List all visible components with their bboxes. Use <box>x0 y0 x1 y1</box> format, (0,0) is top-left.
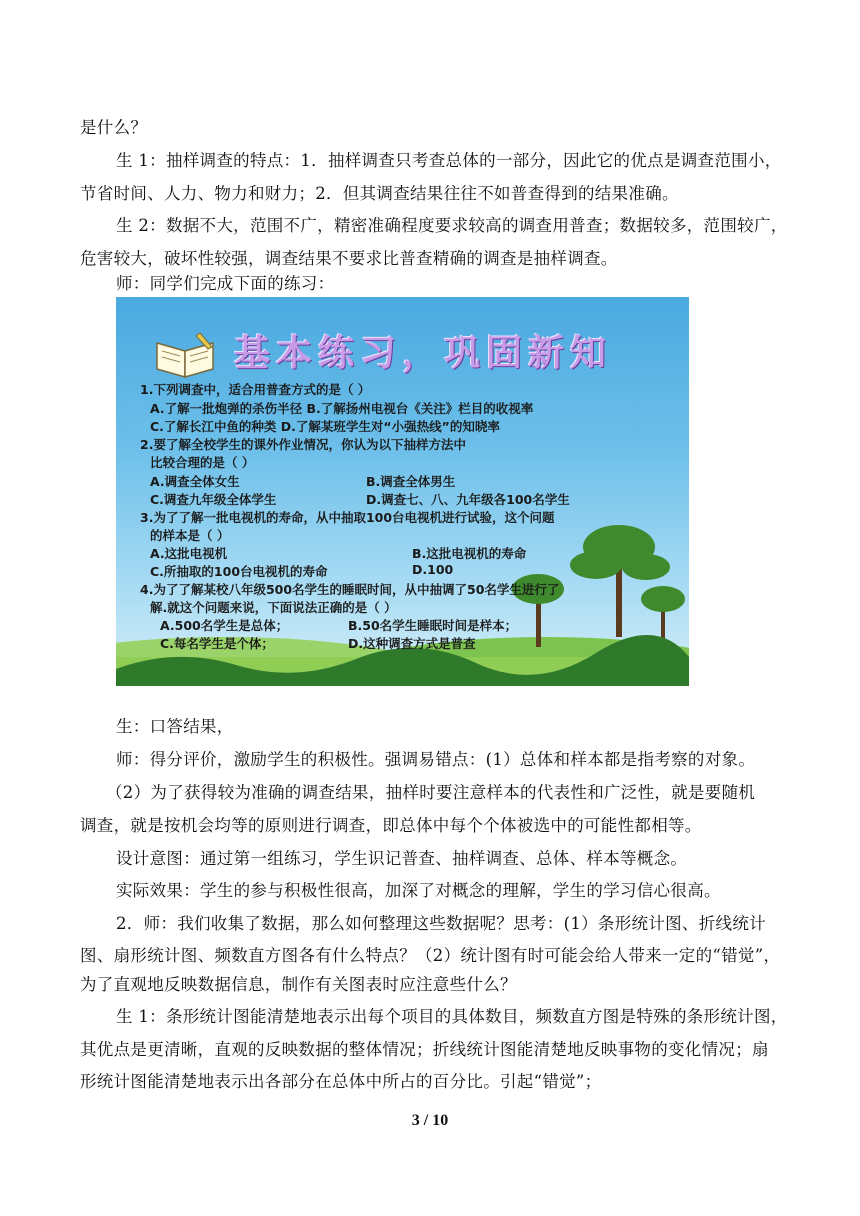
paragraph-line: 实际效果：学生的参与积极性很高，加深了对概念的理解，学生的学习信心很高。 <box>116 881 721 900</box>
question-4-option-c: C.每名学生是个体； <box>160 636 274 651</box>
paragraph-line: （2）为了获得较为准确的调查结果，抽样时要注意样本的代表性和广泛性，就是要随机 <box>106 783 756 802</box>
question-2-option-c: C.调查九年级全体学生 <box>150 492 277 507</box>
question-2-option-a: A.调查全体女生 <box>150 474 240 489</box>
paragraph-line: 调查，就是按机会均等的原则进行调查，即总体中每个个体被选中的可能性都相等。 <box>80 816 702 835</box>
question-3-option-a: A.这批电视机 <box>150 546 228 561</box>
paragraph-line: 生 1：条形统计图能清楚地表示出每个项目的具体数目，频数直方图是特殊的条形统计图， <box>116 1007 788 1026</box>
open-book-icon <box>152 331 222 381</box>
question-3-option-b: B.这批电视机的寿命 <box>412 546 527 561</box>
paragraph-line: 为了直观地反映数据信息，制作有关图表时应注意些什么？ <box>80 975 517 994</box>
question-3-cont: 的样本是（ ） <box>150 528 230 543</box>
question-2: 2.要了解全校学生的课外作业情况，你认为以下抽样方法中 <box>140 437 466 452</box>
page-number: 3 / 10 <box>411 1112 449 1129</box>
question-4-option-a: A.500名学生是总体； <box>160 618 289 633</box>
question-1-options-cd: C.了解长江中鱼的种类 D.了解某班学生对“小强热线”的知晓率 <box>150 419 500 434</box>
question-4-option-d: D.这种调查方式是普查 <box>348 636 476 651</box>
paragraph-line: 师：得分评价，激励学生的积极性。强调易错点：(1）总体和样本都是指考察的对象。 <box>116 750 756 769</box>
paragraph-line: 设计意图：通过第一组练习，学生识记普查、抽样调查、总体、样本等概念。 <box>116 849 688 868</box>
question-3: 3.为了了解一批电视机的寿命，从中抽取100台电视机进行试验，这个问题 <box>140 510 555 525</box>
slide-title: 基本练习，巩固新知 <box>234 333 613 374</box>
question-3-option-c: C.所抽取的100台电视机的寿命 <box>150 564 328 579</box>
question-1-options-ab: A.了解一批炮弹的杀伤半径 B.了解扬州电视台《关注》栏目的收视率 <box>150 401 534 416</box>
question-2-cont: 比较合理的是（ ） <box>150 455 255 470</box>
paragraph-line: 图、扇形统计图、频数直方图各有什么特点？（2）统计图有时可能会给人带来一定的“错觉”， <box>80 946 781 965</box>
question-2-option-b: B.调查全体男生 <box>366 474 456 489</box>
question-4-cont: 解.就这个问题来说，下面说法正确的是（ ） <box>150 600 397 615</box>
paragraph-line: 生：口答结果， <box>116 717 234 736</box>
question-2-option-d: D.调查七、八、九年级各100名学生 <box>366 492 570 507</box>
question-1: 1.下列调查中，适合用普查方式的是（ ） <box>140 382 371 397</box>
question-4: 4.为了了解某校八年级500名学生的睡眠时间，从中抽调了50名学生进行了 <box>140 582 560 597</box>
paragraph-line: 是什么？ <box>80 118 148 137</box>
paragraph-line: 危害较大，破坏性较强，调查结果不要求比普查精确的调查是抽样调查。 <box>80 249 618 268</box>
question-4-option-b: B.50名学生睡眠时间是样本； <box>348 618 518 633</box>
paragraph-line: 生 1：抽样调查的特点：1．抽样调查只考查总体的一部分，因此它的优点是调查范围小， <box>116 151 782 170</box>
exercise-slide-image <box>116 297 689 686</box>
paragraph-line: 其优点是更清晰，直观的反映数据的整体情况；折线统计图能清楚地反映事物的变化情况；扇 <box>80 1040 769 1059</box>
paragraph-line: 节省时间、人力、物力和财力；2．但其调查结果往往不如普查得到的结果准确。 <box>80 184 679 203</box>
question-3-option-d: D.100 <box>412 562 454 577</box>
paragraph-line: 师：同学们完成下面的练习： <box>116 274 335 293</box>
paragraph-line: 2．师：我们收集了数据，那么如何整理这些数据呢？思考：(1）条形统计图、折线统计 <box>116 914 766 933</box>
paragraph-line: 形统计图能清楚地表示出各部分在总体中所占的百分比。引起“错觉”； <box>80 1072 602 1091</box>
paragraph-line: 生 2：数据不大，范围不广，精密准确程度要求较高的调查用普查；数据较多，范围较广， <box>116 216 788 235</box>
